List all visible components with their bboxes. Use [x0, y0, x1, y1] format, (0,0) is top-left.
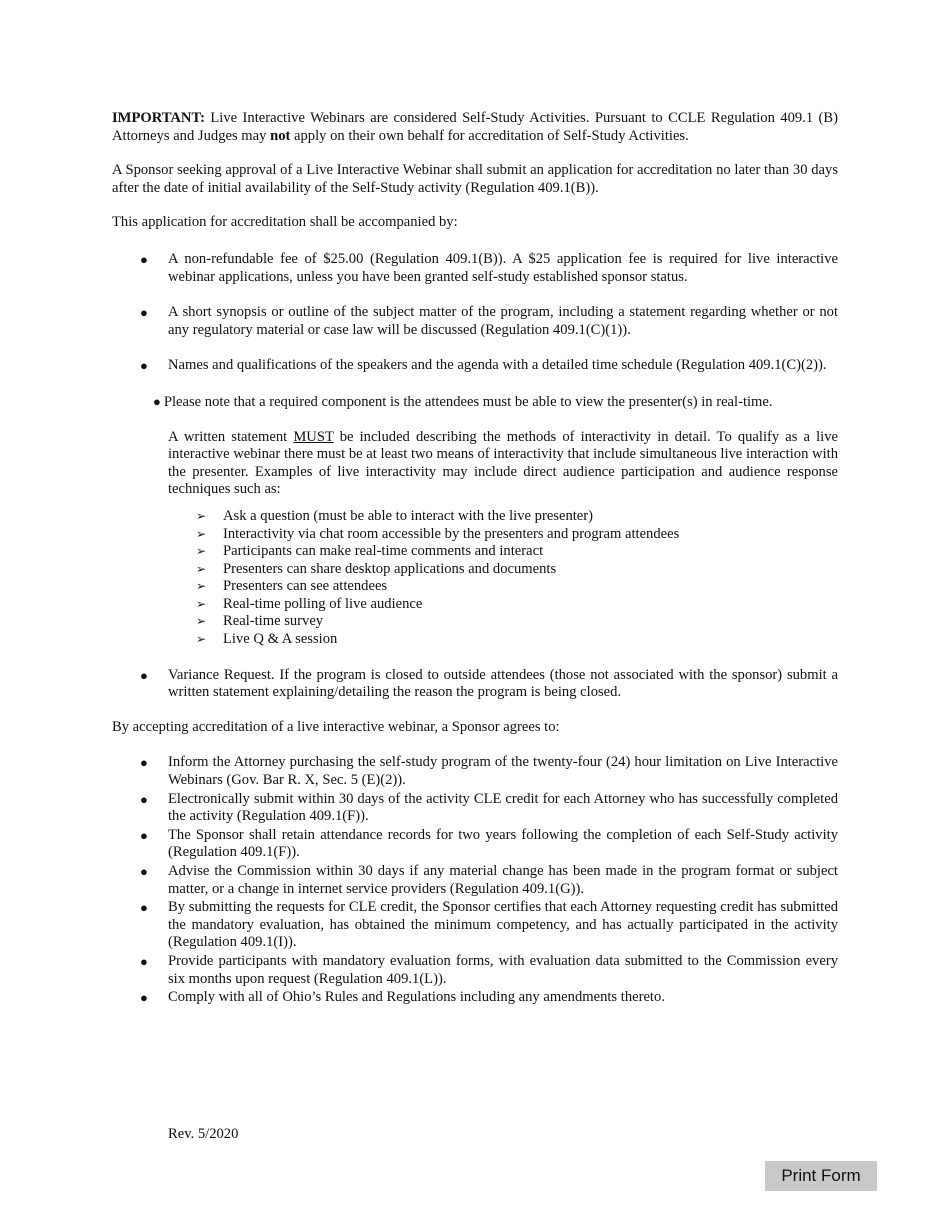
- list-item: ➢ Real-time polling of live audience: [196, 595, 423, 612]
- list-item: ➢ Real-time survey: [196, 613, 324, 630]
- list-item: ➢ Ask a question (must be able to interact with the live presenter): [196, 507, 594, 524]
- bullet-icon: ●: [140, 667, 148, 683]
- arrow-bullet-icon: ➢: [196, 579, 207, 594]
- bullet-icon: ●: [140, 251, 148, 267]
- accompanied-intro: This application for accreditation shall be accompanied by:: [112, 214, 458, 231]
- list-item: ● Provide participants with mandatory evaluation forms, with evaluation data submitted to the Commission every six months upon request (Regulation 409.1(L)).: [140, 952, 838, 987]
- agrees-intro: By accepting accreditation of a live interactive webinar, a Sponsor agrees to:: [112, 718, 560, 735]
- list-item: ➢ Interactivity via chat room accessible by the presenters and program attendees: [196, 525, 680, 542]
- list-item: ● Advise the Commission within 30 days if any material change has been made in the program format or subject matter, or a change in internet service providers (Regulation 409.1(G)).: [140, 863, 838, 897]
- revision-label: Rev. 5/2020: [168, 1126, 239, 1142]
- bullet-icon: ●: [140, 990, 148, 1006]
- bullet-icon: ●: [140, 953, 148, 969]
- arrow-bullet-icon: ➢: [196, 561, 207, 576]
- arrow-bullet-icon: ➢: [196, 526, 207, 541]
- arrow-bullet-icon: ➢: [196, 508, 207, 523]
- important-label: IMPORTANT:: [112, 110, 205, 126]
- interactivity-examples-list: [168, 508, 838, 649]
- list-item: ● A short synopsis or outline of the subject matter of the program, including a statement regarding whether or not any regulatory material or case law will be discussed (Regulation 409.1(C)(1)).: [140, 304, 838, 338]
- bullet-icon: ●: [140, 900, 148, 916]
- must-emphasis: MUST: [293, 428, 334, 445]
- bullet-icon: ●: [140, 791, 148, 807]
- agreements-list: [112, 754, 838, 1006]
- list-item: ➢ Live Q & A session: [196, 631, 338, 648]
- list-item: [112, 667, 838, 702]
- print-form-button[interactable]: Print Form: [765, 1161, 877, 1191]
- not-emphasis: not: [270, 127, 291, 144]
- bullet-icon: ●: [140, 358, 148, 374]
- list-item: [112, 393, 838, 649]
- written-statement: A written statement MUST be included describing the methods of interactivity in detail. To qualify as a live interactive webinar there must be at least two means of interactivity that include simultaneous live interaction with the presenter. Examples of live interactivity may include direct audience participation and audience response techniques such as:: [168, 428, 838, 498]
- important-paragraph: IMPORTANT: Live Interactive Webinars are considered Self-Study Activities. Pursuant to CCLE Regulation 409.1 (B) Attorneys and Judges may not apply on their own behalf for accreditation of Self-Study Activities.: [112, 110, 838, 144]
- arrow-bullet-icon: ➢: [196, 544, 207, 559]
- list-item: ➢ Presenters can share desktop applications and documents: [196, 560, 557, 577]
- variance-request: Variance Request. If the program is closed to outside attendees (those not associated with the sponsor) submit a written statement explaining/detailing the reason the program is being closed.: [168, 666, 838, 701]
- sponsor-paragraph: A Sponsor seeking approval of a Live Interactive Webinar shall submit an application for accreditation no later than 30 days after the date of initial availability of the Self-Study activity (Regulation 409.1(B)).: [112, 162, 838, 196]
- list-item: ● Electronically submit within 30 days of the activity CLE credit for each Attorney who has successfully completed the activity (Regulation 409.1(F)).: [140, 790, 838, 825]
- list-item: ● Inform the Attorney purchasing the self-study program of the twenty-four (24) hour limitation on Live Interactive Webinars (Gov. Bar R. X, Sec. 5 (E)(2)).: [140, 754, 838, 789]
- document-body: [112, 110, 838, 1007]
- arrow-bullet-icon: ➢: [196, 632, 207, 647]
- realtime-note: Please note that a required component is the attendees must be able to view the presenter(s) in real-time.: [163, 393, 773, 410]
- list-item: ➢ Presenters can see attendees: [196, 578, 388, 595]
- bullet-icon: ●: [140, 755, 148, 771]
- list-item: ● The Sponsor shall retain attendance records for two years following the completion of each Self-Study activity (Regulation 409.1(F)).: [140, 826, 838, 861]
- list-item: ● By submitting the requests for CLE credit, the Sponsor certifies that each Attorney requesting credit has submitted the mandatory evaluation, has obtained the minimum competency, and has actually participated in the activity (Regulation 409.1(I)).: [140, 899, 838, 951]
- bullet-icon: ●: [140, 864, 148, 879]
- list-item: ● A non-refundable fee of $25.00 (Regulation 409.1(B)). A $25 application fee is required for live interactive webinar applications, unless you have been granted self-study established sponsor status.: [140, 250, 838, 285]
- bullet-icon: ●: [140, 305, 148, 321]
- arrow-bullet-icon: ➢: [196, 596, 207, 611]
- arrow-bullet-icon: ➢: [196, 614, 207, 629]
- list-item: ● Comply with all of Ohio’s Rules and Regulations including any amendments thereto.: [140, 989, 665, 1006]
- list-item: ➢ Participants can make real-time comments and interact: [196, 543, 544, 560]
- bullet-icon: ●: [140, 827, 148, 843]
- requirements-list: [112, 251, 838, 702]
- list-item: ● Names and qualifications of the speakers and the agenda with a detailed time schedule (Regulation 409.1(C)(2)).: [140, 357, 827, 374]
- bullet-icon: ●: [153, 393, 161, 409]
